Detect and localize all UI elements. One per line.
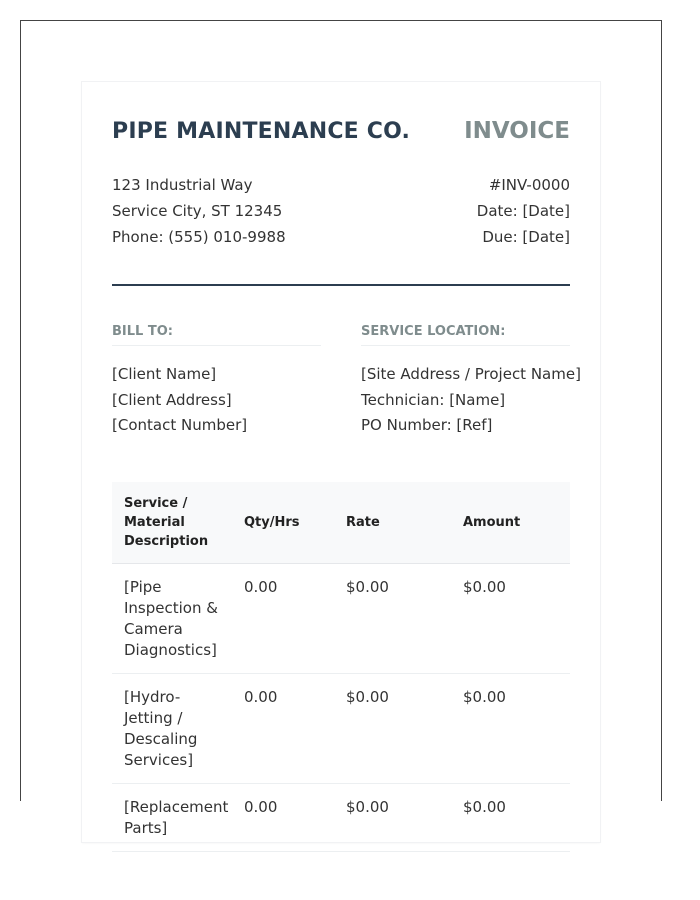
item-description: [Replacement Parts]: [112, 783, 232, 851]
company-address-line1: 123 Industrial Way: [112, 176, 253, 194]
table-row: [112, 783, 570, 851]
invoice-meta: [477, 172, 570, 250]
invoice-due-date: Due: [Date]: [482, 228, 570, 246]
table-row: [112, 673, 570, 783]
item-description: [Pipe Inspection & Camera Diagnostics]: [112, 563, 232, 673]
site-address: [Site Address / Project Name]: [361, 365, 581, 383]
item-amount: $0.00: [451, 563, 570, 673]
table-header-row: [112, 482, 570, 564]
invoice-number: #INV-0000: [488, 176, 570, 194]
item-description: [Hydro-Jetting / Descaling Services]: [112, 673, 232, 783]
technician: Technician: [Name]: [361, 390, 506, 409]
line-items-table: [112, 482, 570, 852]
bill-to-title: BILL TO:: [112, 324, 321, 346]
parties-section: [112, 324, 581, 439]
company-details: [112, 172, 286, 250]
item-qty: 0.00: [232, 563, 334, 673]
column-header-rate: Rate: [334, 482, 451, 564]
column-header-amount: Amount: [451, 482, 570, 564]
invoice-page: [82, 82, 600, 842]
bill-to-section: [112, 324, 321, 439]
header-divider: [112, 284, 570, 286]
service-location-title: SERVICE LOCATION:: [361, 324, 570, 346]
item-amount: $0.00: [451, 783, 570, 851]
company-name: PIPE MAINTENANCE CO.: [112, 119, 411, 144]
invoice-header: [112, 118, 570, 158]
column-header-qty: Qty/Hrs: [232, 482, 334, 564]
header-info: [112, 172, 570, 250]
document-title: INVOICE: [464, 118, 570, 144]
item-rate: $0.00: [334, 673, 451, 783]
item-rate: $0.00: [334, 783, 451, 851]
item-amount: $0.00: [451, 673, 570, 783]
table-row: [112, 563, 570, 673]
company-phone: Phone: (555) 010-9988: [112, 228, 286, 246]
invoice-date: Date: [Date]: [476, 202, 570, 220]
item-qty: 0.00: [232, 673, 334, 783]
client-name: [Client Name]: [112, 365, 217, 383]
client-contact: [Contact Number]: [112, 416, 248, 434]
company-address-line2: Service City, ST 12345: [112, 202, 283, 220]
document-viewport[interactable]: [20, 20, 662, 837]
item-rate: $0.00: [334, 563, 451, 673]
column-header-description: Service / Material Description: [112, 482, 232, 564]
service-location-section: [361, 324, 581, 439]
client-address: [Client Address]: [112, 390, 232, 409]
item-qty: 0.00: [232, 783, 334, 851]
po-number: PO Number: [Ref]: [361, 416, 493, 434]
